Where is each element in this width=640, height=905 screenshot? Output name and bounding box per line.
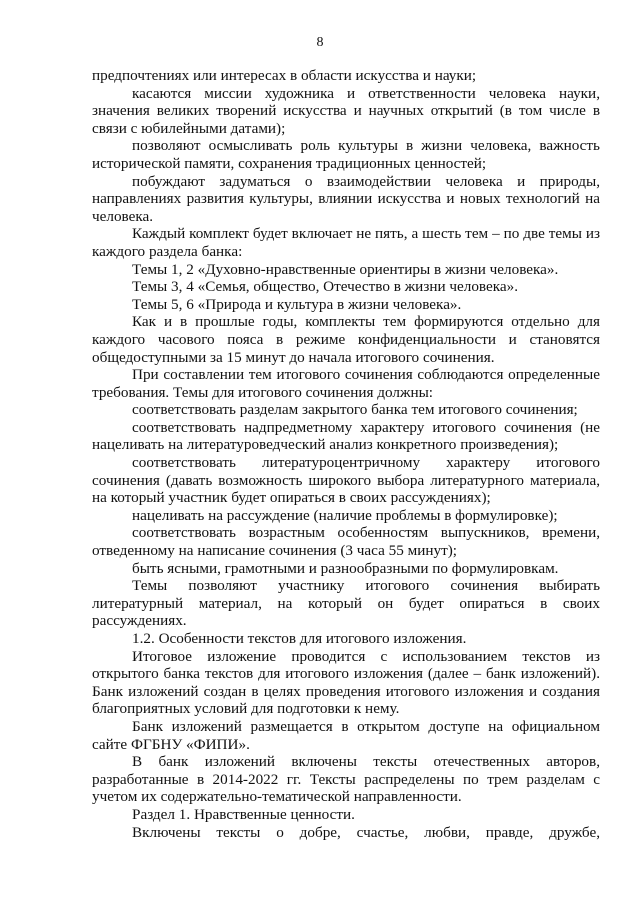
paragraph: соответствовать надпредметному характеру итогового сочинения (не нацеливать на литературоведческий анализ конкретного произведения); <box>92 418 600 454</box>
section-heading: 1.2. Особенности текстов для итогового изложения. <box>132 630 467 647</box>
paragraph: быть ясными, грамотными и разнообразными по формулировкам. <box>132 559 559 577</box>
page-number: 8 <box>316 35 324 50</box>
paragraph: Включены тексты о добре, счастье, любви, правде, дружбе, <box>132 823 600 841</box>
paragraph: соответствовать литературоцентричному характеру итогового сочинения (давать возможность широкого выбора литературного материала, на который участник будет опираться в своих рассуждениях); <box>92 454 600 507</box>
paragraph: Банк изложений размещается в открытом доступе на официальном сайте ФГБНУ «ФИПИ». <box>92 717 600 753</box>
paragraph: предпочтениях или интересах в области искусства и науки; <box>92 67 477 84</box>
document-body <box>92 67 600 841</box>
paragraph: Темы 3, 4 «Семья, общество, Отечество в жизни человека». <box>132 278 519 296</box>
paragraph: касаются миссии художника и ответственности человека науки, значения великих творений искусства и научных открытий (в том числе в связи с юбилейными датами); <box>92 84 600 137</box>
paragraph: побуждают задуматься о взаимодействии человека и природы, направлениях развития культуры, влиянии искусства и новых технологий на человека. <box>92 172 600 225</box>
paragraph: Каждый комплект будет включает не пять, а шесть тем – по две темы из каждого раздела банка: <box>92 225 600 260</box>
paragraph: Темы 5, 6 «Природа и культура в жизни человека». <box>132 295 462 313</box>
paragraph: Как и в прошлые годы, комплекты тем формируются отдельно для каждого часового пояса в режиме конфиденциальности и становятся общедоступными за 15 минут до начала итогового сочинения. <box>92 313 600 366</box>
paragraph: позволяют осмысливать роль культуры в жизни человека, важность исторической памяти, сохранения традиционных ценностей; <box>92 137 600 172</box>
paragraph: Темы позволяют участнику итогового сочинения выбирать литературный материал, на который он будет опираться в своих рассуждениях. <box>92 577 600 630</box>
paragraph: нацеливать на рассуждение (наличие проблемы в формулировке); <box>132 506 558 524</box>
paragraph: При составлении тем итогового сочинения соблюдаются определенные требования. Темы для итогового сочинения должны: <box>92 366 600 401</box>
paragraph: соответствовать возрастным особенностям выпускников, времени, отведенному на написание сочинения (3 часа 55 минут); <box>92 524 600 560</box>
section-heading: Раздел 1. Нравственные ценности. <box>132 805 355 823</box>
paragraph: соответствовать разделам закрытого банка тем итогового сочинения; <box>132 401 578 419</box>
paragraph: В банк изложений включены тексты отечественных авторов, разработанные в 2014-2022 гг. Тексты распределены по трем разделам с учетом их содержательно-тематической направленности. <box>92 753 600 806</box>
paragraph: Темы 1, 2 «Духовно-нравственные ориентиры в жизни человека». <box>132 260 559 278</box>
paragraph: Итоговое изложение проводится с использованием текстов из открытого банка текстов для итогового изложения (далее – банк изложений). Банк изложений создан в целях проведения итогового изложения и создания благоприятных условий для подготовки к нему. <box>92 647 600 718</box>
